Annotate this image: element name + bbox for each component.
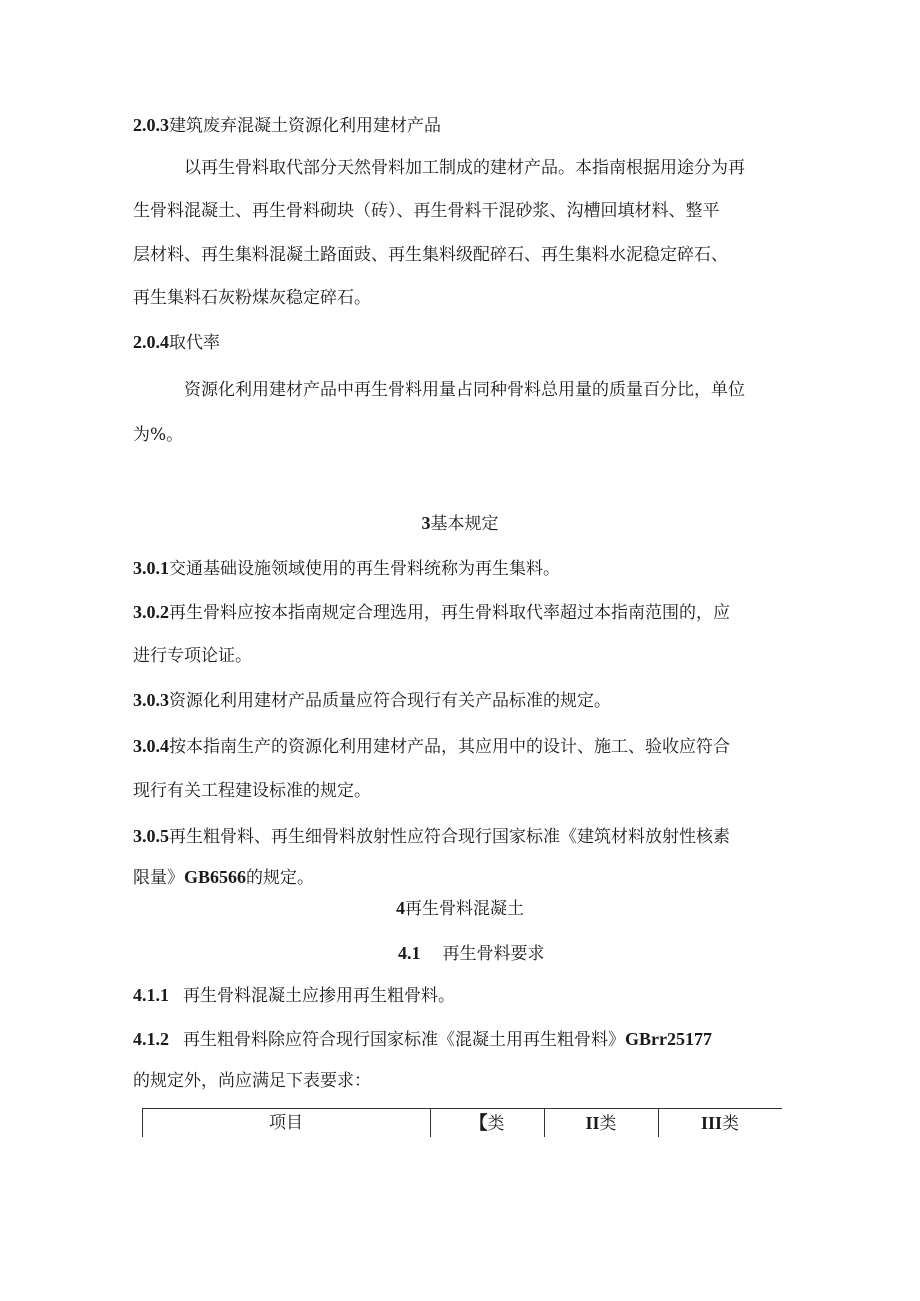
requirements-table	[142, 1108, 782, 1139]
section-title: 再生骨料要求	[442, 944, 545, 964]
clause-text: 交通基础设施领域使用的再生骨料统称为再生集料。	[169, 559, 560, 579]
clause-text: 再生骨料混凝土应掺用再生粗骨料。	[183, 986, 455, 1006]
continuation-text: 限量》	[133, 868, 184, 888]
table-header-item: 项目	[269, 1113, 303, 1133]
clause-3-0-2	[133, 601, 730, 624]
clause-4-1-1	[133, 984, 455, 1007]
paragraph-line: 再生集料石灰粉煤灰稳定碎石。	[133, 288, 371, 308]
clause-text: 按本指南生产的资源化利用建材产品，其应用中的设计、施工、验收应符合	[169, 737, 730, 757]
standard-code: GB6566	[184, 867, 247, 887]
clause-number: 3.0.5	[133, 826, 169, 846]
clause-text: 再生粗骨料、再生细骨料放射性应符合现行国家标准《建筑材料放射性核素	[169, 827, 730, 847]
clause-4-1-2	[133, 1028, 712, 1051]
clause-3-0-1	[133, 557, 560, 580]
chapter-4-heading	[0, 897, 920, 920]
section-number: 4.1	[398, 943, 421, 963]
clause-continuation: 进行专项论证。	[133, 646, 252, 666]
clause-number: 3.0.1	[133, 558, 169, 578]
section-number: 2.0.3	[133, 115, 169, 135]
paragraph-line: 资源化利用建材产品中再生骨料用量占同种骨料总用量的质量百分比，单位	[184, 380, 745, 400]
class-label: 类	[487, 1114, 505, 1134]
section-number: 2.0.4	[133, 332, 169, 352]
chapter-title: 再生骨料混凝土	[405, 899, 524, 919]
table-header-class-2	[544, 1109, 658, 1137]
paragraph-line: 层材料、再生集料混凝土路面豉、再生集料级配碎石、再生集料水泥稳定碎石、	[133, 245, 728, 265]
class-numeral: 【	[469, 1113, 488, 1133]
clause-continuation: 现行有关工程建设标准的规定。	[133, 781, 371, 801]
paragraph-line: 以再生骨料取代部分天然骨料加工制成的建材产品。本指南根据用途分为再	[184, 158, 745, 178]
section-title: 建筑废弃混凝土资源化利用建材产品	[169, 116, 441, 136]
clause-number: 4.1.1	[133, 985, 169, 1005]
clause-text: 资源化利用建材产品质量应符合现行有关产品标准的规定。	[169, 691, 611, 711]
class-numeral: III	[700, 1113, 722, 1133]
clause-continuation: 的规定外，尚应满足下表要求：	[133, 1071, 371, 1091]
clause-number: 3.0.2	[133, 602, 169, 622]
class-label: 类	[599, 1114, 617, 1134]
continuation-end: 的规定。	[246, 868, 315, 888]
section-4-1-heading	[398, 942, 545, 965]
section-2-0-3-heading	[133, 114, 441, 137]
clause-3-0-4	[133, 735, 730, 758]
class-label: 类	[722, 1114, 739, 1134]
clause-text: 再生粗骨料除应符合现行国家标准《混凝土用再生粗骨料》	[183, 1030, 625, 1050]
clause-continuation	[133, 866, 314, 889]
chapter-number: 3	[421, 513, 431, 533]
clause-number: 4.1.2	[133, 1029, 169, 1049]
standard-code: GBrr25177	[625, 1029, 712, 1049]
table-header-class-1	[430, 1109, 544, 1137]
chapter-title: 基本规定	[430, 514, 499, 534]
class-numeral: II	[585, 1113, 600, 1133]
clause-3-0-3	[133, 689, 611, 712]
chapter-number: 4	[396, 898, 405, 918]
section-title: 取代率	[169, 333, 220, 353]
section-2-0-4-heading	[133, 331, 220, 354]
paragraph-line: 为%。	[133, 425, 184, 445]
clause-number: 3.0.3	[133, 690, 169, 710]
paragraph-line: 生骨料混凝土、再生骨料砌块（砖）、再生骨料干混砂浆、沟槽回填材料、整平	[133, 201, 720, 221]
clause-3-0-5	[133, 825, 730, 848]
table-header-class-3	[658, 1109, 782, 1137]
clause-number: 3.0.4	[133, 736, 169, 756]
chapter-3-heading	[0, 512, 920, 535]
clause-text: 再生骨料应按本指南规定合理选用，再生骨料取代率超过本指南范围的，应	[169, 603, 730, 623]
